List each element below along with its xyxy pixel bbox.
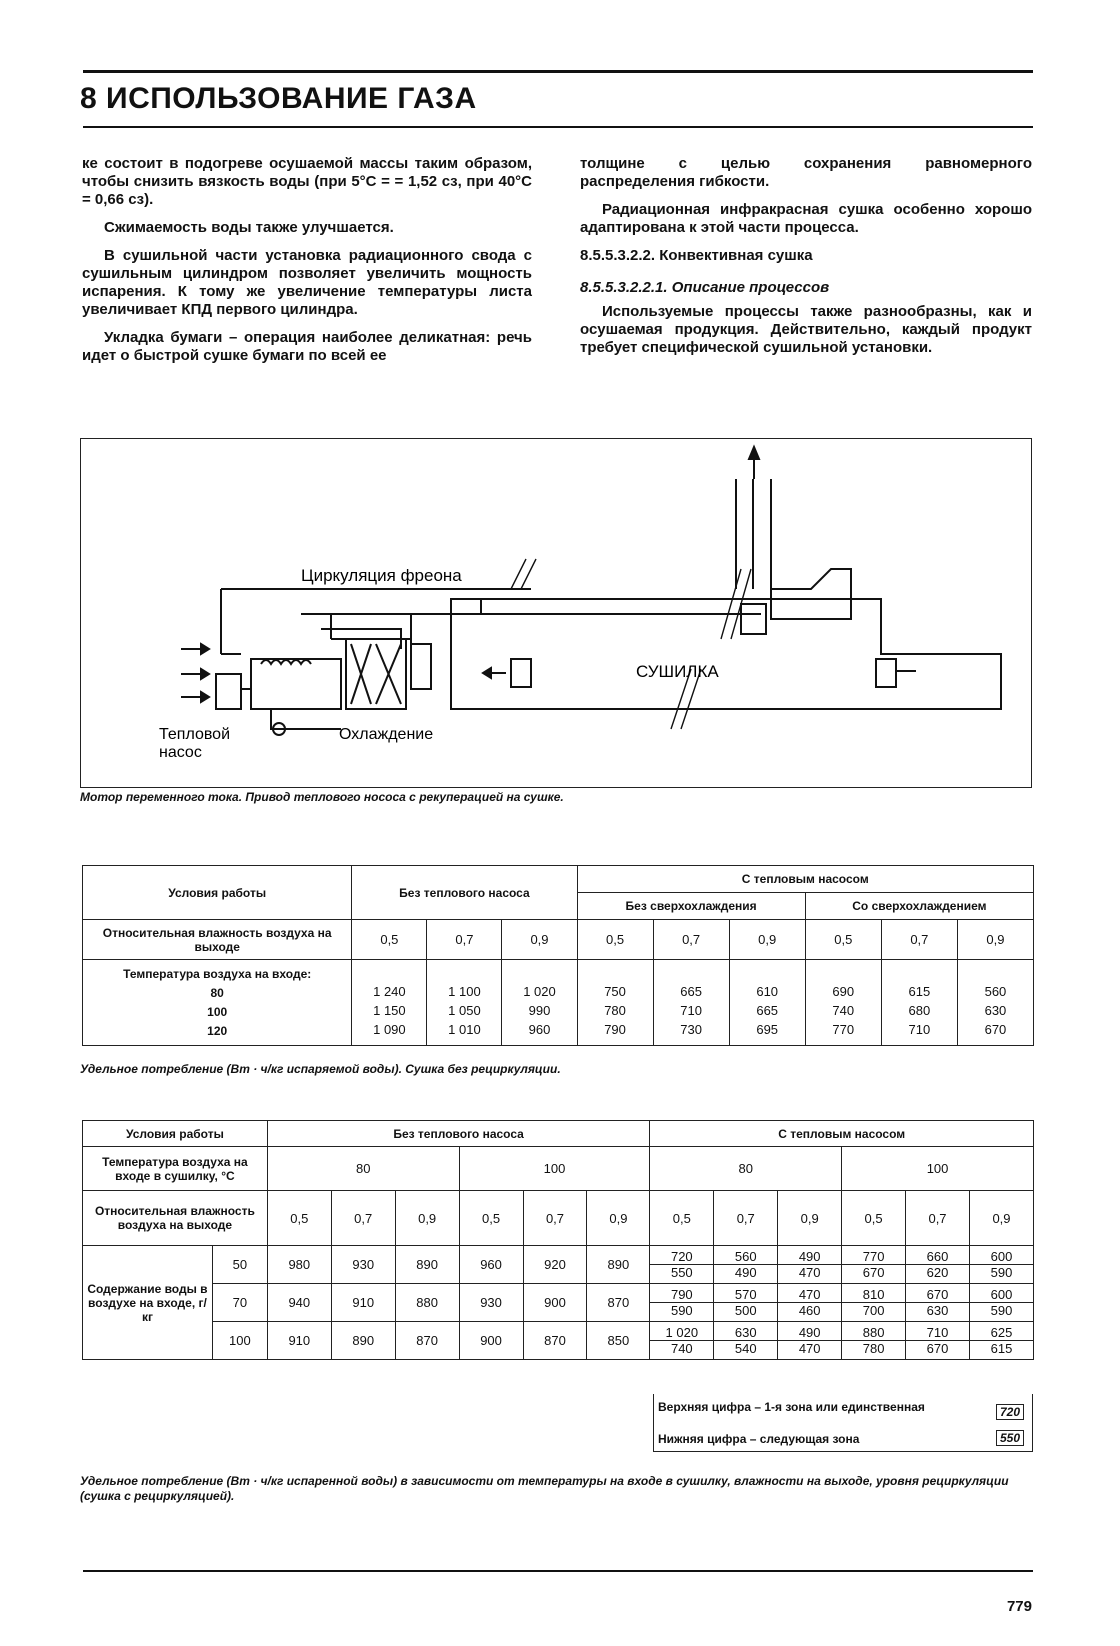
value-cell: 930: [331, 1246, 395, 1284]
value-cell: 870: [395, 1322, 459, 1360]
temp-cell: 80: [650, 1147, 842, 1191]
value-top: 660: [906, 1249, 969, 1265]
humidity-cell: 0,5: [352, 920, 427, 960]
value: 750: [604, 984, 626, 999]
value-top: 710: [906, 1325, 969, 1341]
page-number: 779: [1006, 1598, 1032, 1615]
humidity-cell: 0,5: [577, 920, 653, 960]
value: 1 010: [448, 1022, 481, 1037]
value: 665: [680, 984, 702, 999]
split-cell: [778, 1246, 842, 1284]
value: 680: [908, 1003, 931, 1018]
value-top: 630: [714, 1325, 777, 1341]
value: 1 050: [448, 1003, 481, 1018]
value: 1 020: [523, 984, 556, 999]
value-cell: [502, 960, 577, 1046]
value-cell: 850: [587, 1322, 650, 1360]
table2-legend: [653, 1394, 1033, 1452]
table-consumption-no-recirculation: [82, 865, 1034, 1046]
value: 1 090: [373, 1022, 406, 1037]
table2-caption: Удельное потребление (Вт · ч/кг испаренной воды) в зависимости от температуры на входе в сушилку, влажности на выходе, уровня рециркуляции (сушка с рециркуляцией).: [80, 1474, 1009, 1503]
value: 610: [756, 984, 779, 999]
value: 560: [984, 984, 1007, 999]
humidity-cell: 0,7: [881, 920, 957, 960]
value-bottom: 460: [798, 1303, 821, 1318]
value-top: 570: [714, 1287, 777, 1303]
value-top: 670: [906, 1287, 969, 1303]
paragraph: толщине с целью сохранения равномерного распределения гибкости.: [580, 155, 1032, 190]
temp-cell: 100: [459, 1147, 650, 1191]
value: 630: [984, 1003, 1007, 1018]
header-no-subcooling: Без сверхохлаждения: [577, 893, 805, 920]
value: 1 150: [373, 1003, 406, 1018]
legend-top-text: Верхняя цифра – 1-я зона или единственная: [658, 1400, 925, 1414]
value-bottom: 700: [862, 1303, 885, 1318]
temp-value: 100: [207, 1004, 228, 1019]
label-dryer: СУШИЛКА: [636, 662, 719, 681]
footer-rule: [83, 1570, 1033, 1572]
split-cell: [969, 1246, 1033, 1284]
value-top: 625: [970, 1325, 1033, 1341]
humidity-cell: 0,7: [523, 1191, 587, 1246]
header-with-pump: С тепловым насосом: [650, 1121, 1034, 1147]
humidity-cell: 0,9: [729, 920, 805, 960]
header-conditions: Условия работы: [83, 1121, 268, 1147]
row-label-temperature: [83, 960, 352, 1046]
temp-cell: 80: [267, 1147, 459, 1191]
paragraph: ке состоит в подогреве осушаемой массы таким образом, чтобы снизить вязкость воды (при 5°С = = 1,52 сз, при 40°С = 0,66 сз).: [82, 155, 532, 208]
split-cell: [906, 1284, 970, 1322]
subsection-heading: 8.5.5.3.2.2.1. Описание процессов: [580, 279, 830, 296]
row-label-inlet-temperature: Температура воздуха на входе в сушилку, °С: [83, 1147, 268, 1191]
value-bottom: 540: [734, 1341, 757, 1356]
humidity-cell: 0,5: [842, 1191, 906, 1246]
split-cell: [969, 1284, 1033, 1322]
split-cell: [969, 1322, 1033, 1360]
paragraph: Радиационная инфракрасная сушка особенно хорошо адаптирована к этой части процесса.: [580, 201, 1032, 236]
table-consumption-recirculation: [82, 1120, 1034, 1360]
humidity-cell: 0,9: [957, 920, 1033, 960]
value-cell: 980: [267, 1246, 331, 1284]
humidity-cell: 0,9: [778, 1191, 842, 1246]
temp-cell: 100: [842, 1147, 1034, 1191]
row-label-water-content: Содержание воды в воздухе на входе, г/кг: [83, 1246, 213, 1360]
humidity-cell: 0,7: [714, 1191, 778, 1246]
humidity-cell: 0,5: [267, 1191, 331, 1246]
value-cell: [577, 960, 653, 1046]
value: 710: [908, 1022, 931, 1037]
figure-caption: Мотор переменного тока. Привод теплового нососа с рекуперацией на сушке.: [80, 790, 564, 804]
value-top: 810: [842, 1287, 905, 1303]
water-content-cell: 70: [212, 1284, 267, 1322]
value: 710: [680, 1003, 702, 1018]
value-cell: 890: [331, 1322, 395, 1360]
temp-value: 120: [207, 1023, 228, 1038]
label-heat-pump-2: насос: [159, 744, 202, 761]
header-bottom-rule: [83, 126, 1033, 128]
label-heat-pump: Тепловой: [159, 726, 231, 743]
value-top: 600: [970, 1249, 1033, 1265]
value-cell: [881, 960, 957, 1046]
chapter-title: 8 ИСПОЛЬЗОВАНИЕ ГАЗА: [80, 82, 477, 115]
value-top: 490: [778, 1249, 841, 1265]
value: 665: [756, 1003, 779, 1018]
value: 1 100: [448, 984, 481, 999]
split-cell: [842, 1322, 906, 1360]
value-cell: 890: [587, 1246, 650, 1284]
value-bottom: 590: [990, 1265, 1013, 1280]
value-cell: 900: [459, 1322, 523, 1360]
temp-label: Температура воздуха на входе:: [123, 966, 312, 981]
label-freon-circulation: Циркуляция фреона: [301, 566, 462, 585]
split-cell: [714, 1322, 778, 1360]
value-top: 1 020: [650, 1325, 713, 1341]
legend-bottom-box: 550: [996, 1430, 1024, 1446]
row-label-humidity: Относительная влажность воздуха на выходе: [83, 920, 352, 960]
split-cell: [650, 1322, 714, 1360]
value-bottom: 500: [734, 1303, 757, 1318]
right-text-column: [580, 155, 1032, 367]
value-top: 600: [970, 1287, 1033, 1303]
legend-top-box: 720: [996, 1404, 1024, 1420]
header-without-pump: Без теплового насоса: [267, 1121, 650, 1147]
value-top: 490: [778, 1325, 841, 1341]
water-content-cell: 50: [212, 1246, 267, 1284]
value: 615: [908, 984, 931, 999]
split-cell: [842, 1284, 906, 1322]
value-cell: 910: [331, 1284, 395, 1322]
value: 990: [528, 1003, 551, 1018]
row-label-humidity: Относительная влажность воздуха на выходе: [83, 1191, 268, 1246]
humidity-cell: 0,9: [502, 920, 577, 960]
value: 770: [832, 1022, 855, 1037]
value-cell: [729, 960, 805, 1046]
header-conditions: Условия работы: [83, 866, 352, 920]
table1-caption: Удельное потребление (Вт · ч/кг испаряемой воды). Сушка без рециркуляции.: [80, 1062, 561, 1076]
label-cooling: Охлаждение: [339, 726, 434, 743]
heat-pump-dryer-diagram: [81, 439, 1031, 787]
table-row: [83, 1246, 1034, 1284]
value-cell: 940: [267, 1284, 331, 1322]
value-bottom: 470: [798, 1341, 821, 1356]
humidity-cell: 0,5: [459, 1191, 523, 1246]
value-bottom: 670: [862, 1265, 885, 1280]
value-top: 880: [842, 1325, 905, 1341]
value-cell: [957, 960, 1033, 1046]
left-text-column: [82, 155, 532, 375]
split-cell: [714, 1246, 778, 1284]
temp-value: 80: [210, 985, 224, 1000]
split-cell: [842, 1246, 906, 1284]
value-bottom: 615: [990, 1341, 1013, 1356]
value-cell: 890: [395, 1246, 459, 1284]
value-top: 720: [650, 1249, 713, 1265]
paragraph: В сушильной части установка радиационного свода с сушильным цилиндром позволяет увеличить мощность испарения. К тому же увеличение температуры листа увеличивает КПД первого цилиндра.: [82, 247, 532, 318]
humidity-cell: 0,9: [587, 1191, 650, 1246]
humidity-cell: 0,7: [906, 1191, 970, 1246]
table-row: [83, 1322, 1034, 1360]
value-top: 770: [842, 1249, 905, 1265]
split-cell: [650, 1246, 714, 1284]
figure-frame: [80, 438, 1032, 788]
value-bottom: 490: [734, 1265, 757, 1280]
paragraph: Используемые процессы также разнообразны, как и осушаемая продукция. Действительно, каждый продукт требует специфической сушильной установки.: [580, 303, 1032, 356]
value: 695: [756, 1022, 779, 1037]
table-row: [83, 1284, 1034, 1322]
humidity-cell: 0,7: [331, 1191, 395, 1246]
header-top-rule: [83, 70, 1033, 73]
humidity-cell: 0,5: [650, 1191, 714, 1246]
humidity-cell: 0,5: [805, 920, 881, 960]
value-bottom: 740: [670, 1341, 693, 1356]
value: 740: [832, 1003, 855, 1018]
value-cell: 910: [267, 1322, 331, 1360]
value-top: 470: [778, 1287, 841, 1303]
value-bottom: 670: [926, 1341, 949, 1356]
value: 790: [604, 1022, 626, 1037]
value-cell: [352, 960, 427, 1046]
value-cell: 930: [459, 1284, 523, 1322]
value-bottom: 590: [670, 1303, 693, 1318]
humidity-cell: 0,7: [427, 920, 502, 960]
split-cell: [650, 1284, 714, 1322]
value: 690: [832, 984, 855, 999]
split-cell: [906, 1322, 970, 1360]
value-cell: [653, 960, 729, 1046]
value-top: 560: [714, 1249, 777, 1265]
value-cell: 900: [523, 1284, 587, 1322]
value-bottom: 550: [670, 1265, 693, 1280]
water-content-cell: 100: [212, 1322, 267, 1360]
humidity-cell: 0,7: [653, 920, 729, 960]
split-cell: [778, 1284, 842, 1322]
humidity-cell: 0,9: [969, 1191, 1033, 1246]
value: 730: [680, 1022, 702, 1037]
section-heading: 8.5.5.3.2.2. Конвективная сушка: [580, 247, 813, 264]
value-cell: [805, 960, 881, 1046]
legend-bottom-text: Нижняя цифра – следующая зона: [658, 1432, 860, 1446]
value-bottom: 780: [862, 1341, 885, 1356]
value-cell: 920: [523, 1246, 587, 1284]
header-without-pump: Без теплового насоса: [352, 866, 577, 920]
value-cell: [427, 960, 502, 1046]
value-cell: 870: [587, 1284, 650, 1322]
value: 780: [604, 1003, 626, 1018]
value-bottom: 470: [798, 1265, 821, 1280]
split-cell: [906, 1246, 970, 1284]
paragraph: Сжимаемость воды также улучшается.: [104, 219, 394, 236]
value-bottom: 590: [990, 1303, 1013, 1318]
value-bottom: 630: [926, 1303, 949, 1318]
value: 670: [984, 1022, 1007, 1037]
split-cell: [714, 1284, 778, 1322]
value-cell: 960: [459, 1246, 523, 1284]
value-cell: 880: [395, 1284, 459, 1322]
value-bottom: 620: [926, 1265, 949, 1280]
value-cell: 870: [523, 1322, 587, 1360]
split-cell: [778, 1322, 842, 1360]
paragraph: Укладка бумаги – операция наиболее деликатная: речь идет о быстрой сушке бумаги по всей ее: [82, 329, 532, 364]
humidity-cell: 0,9: [395, 1191, 459, 1246]
header-with-pump: С тепловым насосом: [577, 866, 1034, 893]
value: 960: [528, 1022, 551, 1037]
header-subcooling: Со сверхохлаждением: [805, 893, 1033, 920]
value: 1 240: [373, 984, 406, 999]
value-top: 790: [650, 1287, 713, 1303]
